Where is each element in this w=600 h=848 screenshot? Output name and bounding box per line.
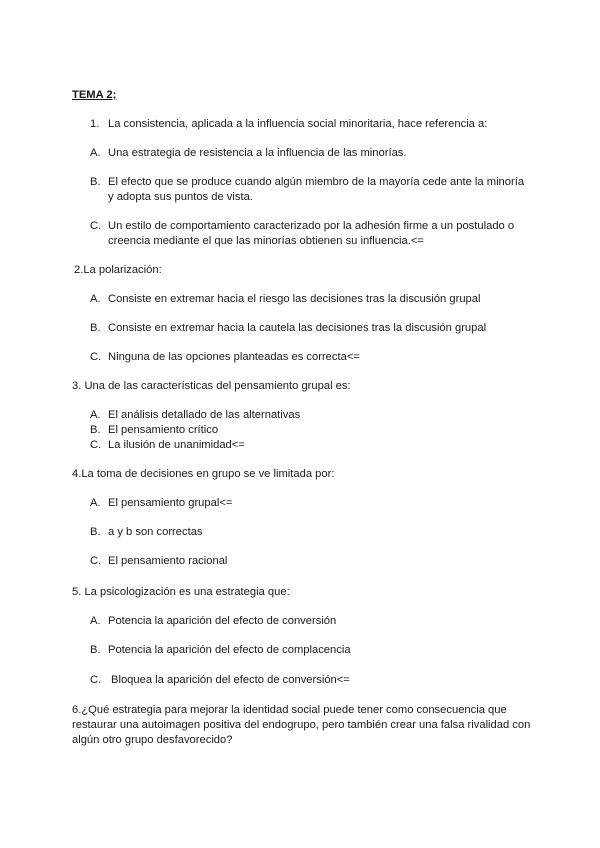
- q4-option-c-text: El pensamiento racional: [108, 555, 228, 567]
- q1-option-b-letter: B.: [90, 176, 101, 188]
- q3-option-c-text: La ilusión de unanimidad<=: [108, 439, 245, 451]
- question-5-text: 5. La psicologización es una estrategia que:: [72, 586, 290, 598]
- q2-option-a-letter: A.: [90, 293, 101, 305]
- q2-option-a-text: Consiste en extremar hacia el riesgo las decisiones tras la discusión grupal: [108, 293, 481, 305]
- question-1-number: 1.: [90, 118, 100, 130]
- question-6-line1: 6.¿Qué estrategia para mejorar la identidad social puede tener como consecuencia que: [72, 704, 507, 716]
- q2-option-c-letter: C.: [90, 351, 102, 363]
- q5-option-b-letter: B.: [90, 644, 101, 656]
- q1-option-b-line1: El efecto que se produce cuando algún miembro de la mayoría cede ante la minoría: [108, 176, 525, 188]
- q1-option-a-letter: A.: [90, 147, 101, 159]
- q1-option-c-letter: C.: [90, 220, 102, 232]
- q4-option-c-letter: C.: [90, 555, 102, 567]
- question-1-text: La consistencia, aplicada a la influencia social minoritaria, hace referencia a:: [108, 118, 488, 130]
- question-6-line3: algún otro grupo desfavorecido?: [72, 734, 233, 746]
- question-4-text: 4.La toma de decisiones en grupo se ve limitada por:: [72, 468, 335, 480]
- question-6-line2: restaurar una autoimagen positiva del endogrupo, pero también crear una falsa rivalidad con: [72, 719, 531, 731]
- q3-option-a-text: El análisis detallado de las alternativas: [108, 409, 301, 421]
- q5-option-a-letter: A.: [90, 615, 101, 627]
- q4-option-b-text: a y b son correctas: [108, 526, 203, 538]
- question-2-text: 2.La polarización:: [74, 264, 162, 276]
- q3-option-b-letter: B.: [90, 424, 101, 436]
- page-title: TEMA 2;: [72, 89, 117, 101]
- q5-option-c-letter: C.: [90, 674, 102, 686]
- q2-option-b-letter: B.: [90, 322, 101, 334]
- q5-option-c-text: Bloquea la aparición del efecto de conversión<=: [111, 674, 350, 686]
- q1-option-c-line1: Un estilo de comportamiento caracterizado por la adhesión firme a un postulado o: [108, 220, 515, 232]
- q1-option-b-line2: y adopta sus puntos de vista.: [108, 191, 253, 203]
- q3-option-b-text: El pensamiento crítico: [108, 424, 219, 436]
- q4-option-a-letter: A.: [90, 497, 101, 509]
- q5-option-a-text: Potencia la aparición del efecto de conversión: [108, 615, 337, 627]
- q4-option-b-letter: B.: [90, 526, 101, 538]
- q3-option-a-letter: A.: [90, 409, 101, 421]
- q2-option-c-text: Ninguna de las opciones planteadas es correcta<=: [108, 351, 360, 363]
- q5-option-b-text: Potencia la aparición del efecto de complacencia: [108, 644, 351, 656]
- q3-option-c-letter: C.: [90, 439, 102, 451]
- q2-option-b-text: Consiste en extremar hacia la cautela las decisiones tras la discusión grupal: [108, 322, 487, 334]
- q1-option-c-line2: creencia mediante el que las minorías obtienen su influencia.<=: [108, 235, 424, 247]
- q4-option-a-text: El pensamiento grupal<=: [108, 497, 233, 509]
- question-3-text: 3. Una de las características del pensamiento grupal es:: [72, 380, 351, 392]
- q1-option-a-text: Una estrategia de resistencia a la influencia de las minorías.: [108, 147, 407, 159]
